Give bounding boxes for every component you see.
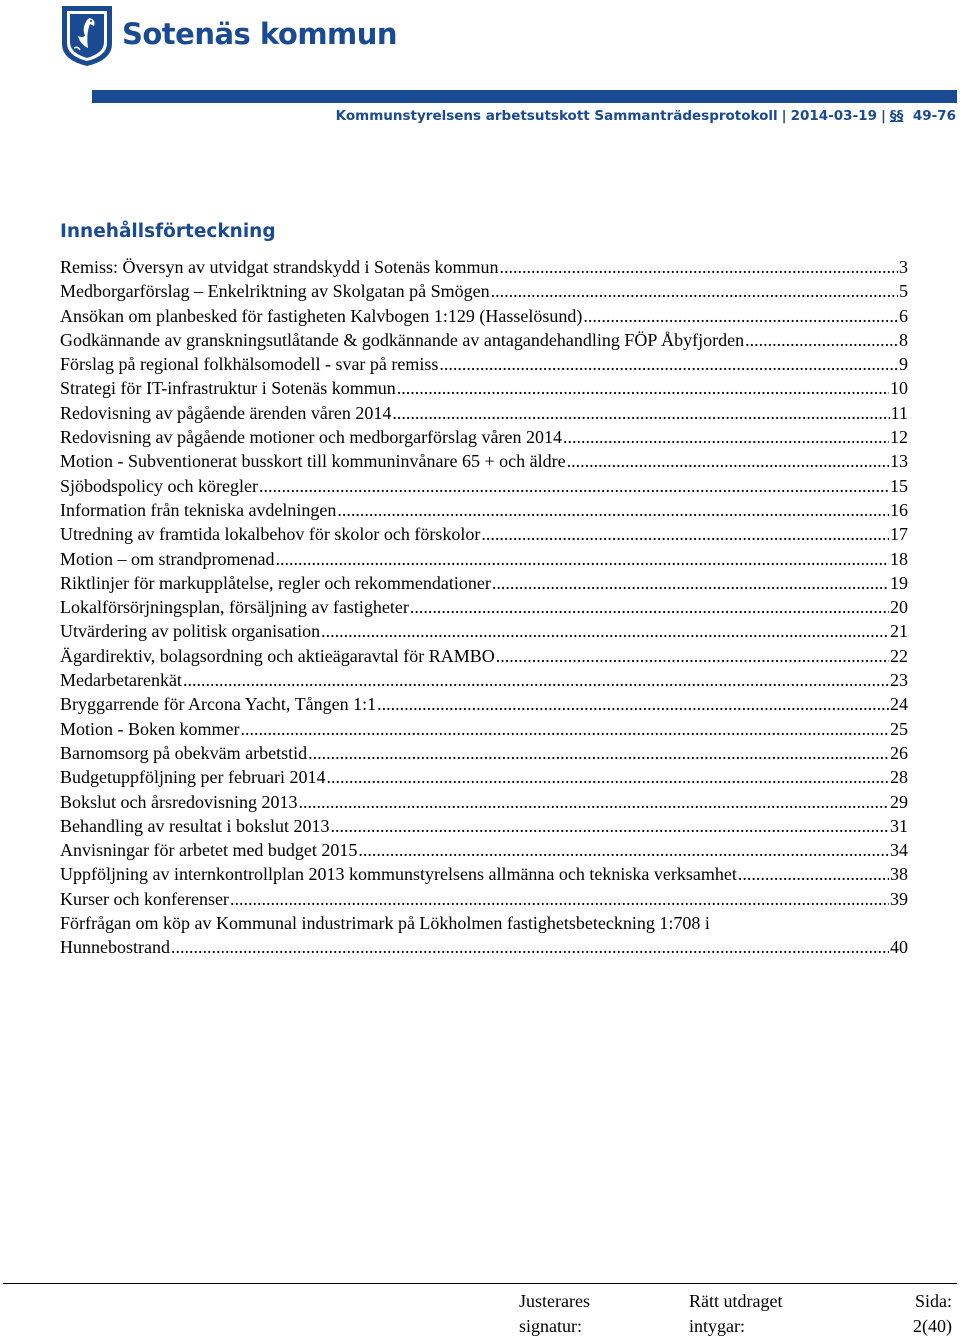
toc-entry-title: Motion - Subventionerat busskort till kommuninvånare 65 + och äldre bbox=[60, 451, 566, 472]
toc-leader bbox=[567, 449, 889, 473]
toc-leader bbox=[481, 522, 889, 546]
toc-entry[interactable] bbox=[60, 352, 908, 376]
toc-entry-page: 22 bbox=[890, 645, 908, 666]
toc-entry[interactable] bbox=[60, 255, 908, 279]
toc-entry[interactable] bbox=[60, 692, 908, 716]
paragraph-range: 49-76 bbox=[912, 108, 956, 124]
toc-entry-title: Kurser och konferenser bbox=[60, 888, 229, 909]
toc-entry-title: Anvisningar för arbetet med budget 2015 bbox=[60, 840, 358, 861]
toc-leader bbox=[496, 644, 889, 668]
toc-entry-title: Utredning av framtida lokalbehov för skolor och förskolor bbox=[60, 524, 481, 545]
certified-label-line1: Rätt utdraget bbox=[689, 1291, 783, 1311]
toc-entry-title: Utvärdering av politisk organisation bbox=[60, 621, 321, 642]
toc-entry-title: Budgetuppföljning per februari 2014 bbox=[60, 767, 326, 788]
toc-entry-title: Riktlinjer för markupplåtelse, regler och rekommendationer bbox=[60, 572, 491, 593]
toc-entry-page: 9 bbox=[899, 354, 908, 375]
toc-entry-title: Bryggarrende för Arcona Yacht, Tången 1:1 bbox=[60, 694, 377, 715]
toc-entry-title: Behandling av resultat i bokslut 2013 bbox=[60, 815, 330, 836]
toc-entry[interactable] bbox=[60, 474, 908, 498]
toc-entry[interactable] bbox=[60, 619, 908, 643]
toc-entry[interactable] bbox=[60, 498, 908, 522]
toc-entry-page: 11 bbox=[890, 402, 908, 423]
toc-leader bbox=[308, 741, 889, 765]
toc-leader bbox=[358, 838, 889, 862]
toc-entry-title: Medarbetarenkät bbox=[60, 670, 182, 691]
page-number: 2(40) bbox=[913, 1315, 952, 1336]
toc-leader bbox=[230, 887, 889, 911]
org-name: Sotenäs kommun bbox=[122, 17, 398, 51]
toc-leader bbox=[738, 862, 889, 886]
protocol-title: Kommunstyrelsens arbetsutskott Sammanträdesprotokoll bbox=[335, 108, 778, 124]
toc-entry[interactable] bbox=[60, 279, 908, 303]
toc-entry[interactable] bbox=[60, 668, 908, 692]
toc-entry-title: Remiss: Översyn av utvidgat strandskydd i Sotenäs kommun bbox=[60, 257, 499, 277]
header-divider bbox=[92, 90, 957, 103]
toc-leader bbox=[171, 935, 889, 959]
toc-leader bbox=[745, 328, 898, 352]
adjusters-signature bbox=[519, 1289, 590, 1338]
toc-leader bbox=[183, 668, 889, 692]
toc-entry-title: Redovisning av pågående ärenden våren 2014 bbox=[60, 402, 392, 423]
toc-entry[interactable] bbox=[60, 401, 908, 425]
toc-entry[interactable] bbox=[60, 741, 908, 765]
toc-leader bbox=[326, 765, 889, 789]
toc-entry-title: Medborgarförslag – Enkelriktning av Skolgatan på Smögen bbox=[60, 281, 490, 302]
toc-leader bbox=[377, 692, 889, 716]
toc-entry-title: Ansökan om planbesked för fastigheten Kalvbogen 1:129 (Hasselösund) bbox=[60, 305, 583, 326]
toc-entry-page: 15 bbox=[890, 475, 908, 496]
toc-entry[interactable] bbox=[60, 790, 908, 814]
toc-entry-title: Godkännande av granskningsutlåtande & godkännande av antagandehandling FÖP Åbyfjorden bbox=[60, 329, 745, 350]
footer-divider bbox=[3, 1283, 957, 1284]
toc-entry[interactable] bbox=[60, 376, 908, 400]
toc-entry-page: 31 bbox=[890, 815, 908, 836]
toc-entry-page: 10 bbox=[890, 378, 908, 399]
protocol-date: 2014-03-19 bbox=[790, 108, 877, 124]
toc-entry-page: 26 bbox=[890, 742, 908, 763]
toc-entry-page: 6 bbox=[899, 305, 908, 326]
adjusters-label-line1: Justerares bbox=[519, 1291, 590, 1311]
toc-entry-page: 20 bbox=[890, 597, 908, 618]
toc-entry-title: Sjöbodspolicy och köregler bbox=[60, 475, 258, 496]
toc-entry[interactable] bbox=[60, 838, 908, 862]
toc-leader bbox=[330, 814, 889, 838]
toc-entry-title-line1: Förfrågan om köp av Kommunal industrimark på Lökholmen fastighetsbeteckning 1:708 i bbox=[60, 913, 710, 934]
toc-entry-title: Bokslut och årsredovisning 2013 bbox=[60, 791, 298, 812]
toc-entry-page: 19 bbox=[890, 572, 908, 593]
toc-entry[interactable] bbox=[60, 717, 908, 741]
toc-entry[interactable] bbox=[60, 425, 908, 449]
toc-entry-page: 23 bbox=[890, 670, 908, 691]
toc-leader bbox=[259, 474, 889, 498]
toc-entry-page: 29 bbox=[890, 791, 908, 812]
toc-entry-title: Förslag på regional folkhälsomodell - svar på remiss bbox=[60, 354, 439, 375]
toc-leader bbox=[563, 425, 889, 449]
toc-entry-title: Motion - Boken kommer bbox=[60, 718, 240, 739]
toc-entry[interactable] bbox=[60, 449, 908, 473]
toc-entry-page: 18 bbox=[890, 548, 908, 569]
toc-entry-title: Lokalförsörjningsplan, försäljning av fastigheter bbox=[60, 597, 409, 618]
toc-entry-title: Barnomsorg på obekväm arbetstid bbox=[60, 742, 308, 763]
toc-leader bbox=[491, 279, 898, 303]
toc-leader bbox=[410, 595, 889, 619]
toc-entry-page: 21 bbox=[890, 621, 908, 642]
toc-entry-page: 28 bbox=[890, 767, 908, 788]
toc-leader bbox=[321, 619, 889, 643]
toc-list bbox=[60, 255, 908, 960]
toc-entry-title: Strategi för IT-infrastruktur i Sotenäs kommun bbox=[60, 378, 396, 399]
toc-leader bbox=[298, 790, 889, 814]
toc-entry[interactable] bbox=[60, 765, 908, 789]
certified-label-line2: intygar: bbox=[689, 1315, 745, 1336]
toc-entry-multiline-second[interactable] bbox=[60, 935, 908, 959]
toc-leader bbox=[397, 376, 889, 400]
toc-entry[interactable] bbox=[60, 814, 908, 838]
toc-entry[interactable] bbox=[60, 304, 908, 328]
separator: | bbox=[781, 108, 787, 124]
toc-leader bbox=[499, 255, 898, 279]
page-label: Sida: bbox=[914, 1291, 952, 1311]
toc-entry-title: Uppföljning av internkontrollplan 2013 kommunstyrelsens allmänna och tekniska verksamhet bbox=[60, 864, 737, 885]
toc-entry-page: 25 bbox=[890, 718, 908, 739]
toc-entry-page: 3 bbox=[899, 257, 908, 277]
toc-entry[interactable] bbox=[60, 595, 908, 619]
toc-entry-page: 38 bbox=[890, 864, 908, 885]
certified-extract bbox=[689, 1289, 782, 1338]
toc-entry[interactable] bbox=[60, 547, 908, 571]
toc-entry[interactable] bbox=[60, 862, 908, 886]
toc-entry-title: Information från tekniska avdelningen bbox=[60, 499, 337, 520]
toc-entry-title-line2: Hunnebostrand bbox=[60, 937, 170, 958]
toc-entry-page: 17 bbox=[890, 524, 908, 545]
toc-entry[interactable] bbox=[60, 328, 908, 352]
toc-leader bbox=[337, 498, 889, 522]
toc-entry-page: 16 bbox=[890, 499, 908, 520]
municipal-crest-icon bbox=[60, 4, 114, 68]
toc-entry-title: Motion – om strandpromenad bbox=[60, 548, 275, 569]
toc-entry-title: Ägardirektiv, bolagsordning och aktieägaravtal för RAMBO bbox=[60, 645, 495, 666]
toc-entry-page: 40 bbox=[890, 937, 908, 958]
toc-leader bbox=[392, 401, 889, 425]
toc-leader bbox=[583, 304, 898, 328]
adjusters-label-line2: signatur: bbox=[519, 1315, 582, 1336]
separator: | bbox=[880, 108, 886, 124]
toc-entry-page: 12 bbox=[890, 427, 908, 448]
protocol-header bbox=[336, 108, 956, 124]
toc-entry[interactable] bbox=[60, 522, 908, 546]
toc-entry-page: 5 bbox=[899, 281, 908, 302]
toc-entry[interactable] bbox=[60, 644, 908, 668]
org-logo bbox=[60, 4, 398, 68]
toc-entry-title: Redovisning av pågående motioner och medborgarförslag våren 2014 bbox=[60, 427, 563, 448]
toc-title: Innehållsförteckning bbox=[60, 221, 276, 242]
toc-entry-page: 8 bbox=[899, 329, 908, 350]
paragraph-symbols: §§ bbox=[889, 108, 904, 124]
toc-entry-page: 13 bbox=[890, 451, 908, 472]
toc-entry-multiline-first[interactable] bbox=[60, 911, 908, 935]
toc-entry[interactable] bbox=[60, 571, 908, 595]
page-indicator bbox=[913, 1289, 952, 1338]
toc-entry-page: 39 bbox=[890, 888, 908, 909]
toc-entry-page: 24 bbox=[890, 694, 908, 715]
toc-leader bbox=[240, 717, 889, 741]
toc-leader bbox=[439, 352, 898, 376]
toc-leader bbox=[275, 547, 889, 571]
toc-entry[interactable] bbox=[60, 887, 908, 911]
toc-entry-page: 34 bbox=[890, 840, 908, 861]
toc-leader bbox=[492, 571, 889, 595]
